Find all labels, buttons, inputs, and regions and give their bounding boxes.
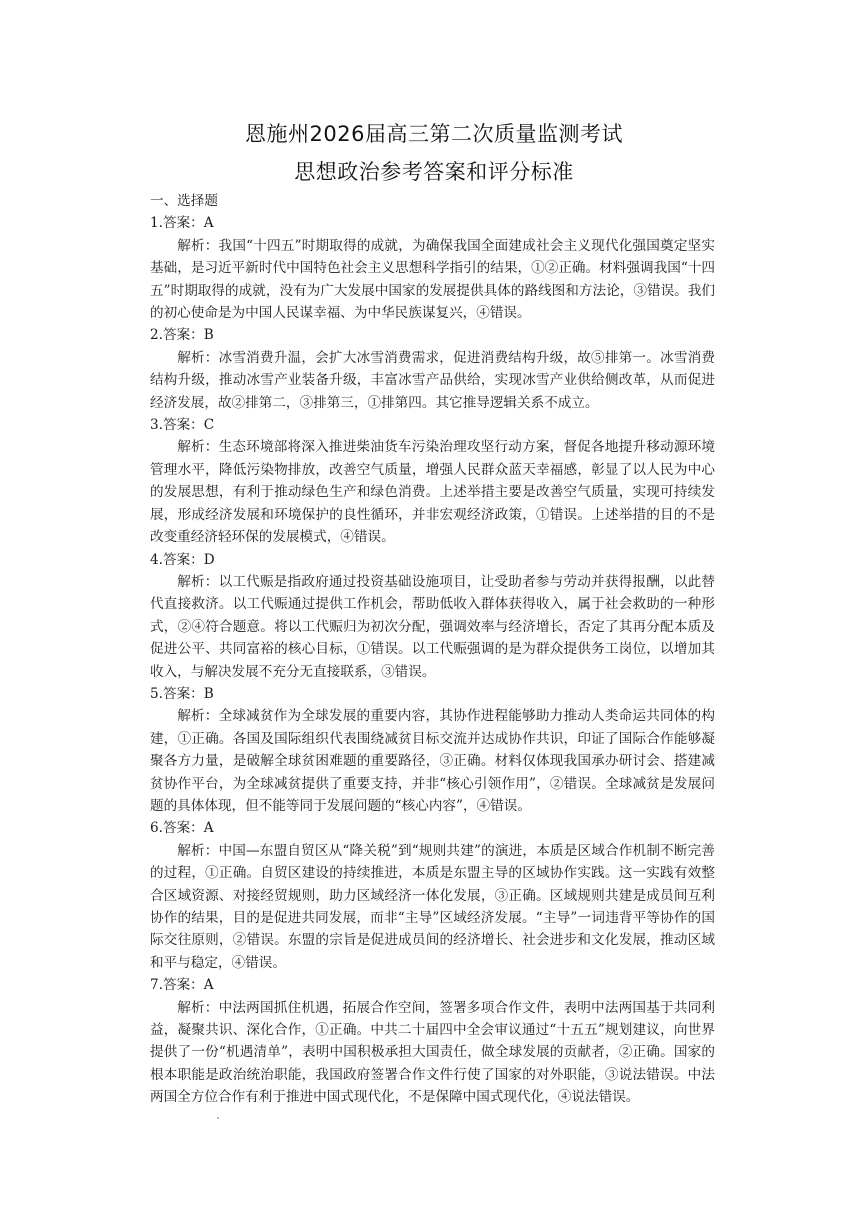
answer-5: 5.答案：B — [150, 685, 214, 702]
document-body — [150, 190, 715, 1109]
explanation-1: 解析：我国“十四五”时期取得的成就，为确保我国全面建成社会主义现代化强国奠定坚实基础，是习近平新时代中国特色社会主义思想科学指引的结果，①②正确。材料强调我国“十四五”时期取得的成就，没有为广大发展中国家的发展提供具体的路线图和方法论，③错误。我们的初心使命是为中国人民谋幸福、为中华民族谋复兴，④错误。 — [150, 237, 715, 322]
answer-1: 1.答案：A — [150, 215, 214, 232]
explanation-5: 解析：全球减贫作为全球发展的重要内容，其协作进程能够助力推动人类命运共同体的构建，①正确。各国及国际组织代表围绕减贫目标交流并达成协作共识，印证了国际合作能够凝聚各方力量，是破解全球贫困难题的重要路径，③正确。材料仅体现我国承办研讨会、搭建减贫协作平台，为全球减贫提供了重要支持，并非“核心引领作用”，②错误。全球减贫是发展问题的具体体现，但不能等同于发展问题的“核心内容”，④错误。 — [150, 708, 715, 814]
answer-7: 7.答案：A — [150, 977, 214, 994]
section-heading: 一、选择题 — [150, 193, 218, 209]
explanation-3: 解析：生态环境部将深入推进柴油货车污染治理攻坚行动方案，督促各地提升移动源环境管理水平，降低污染物排放，改善空气质量，增强人民群众蓝天幸福感，彰显了以人民为中心的发展思想，有利于推动绿色生产和绿色消费。上述举措主要是改善空气质量，实现可持续发展，形成经济发展和环境保护的良性循环，并非宏观经济政策，①错误。上述举措的目的不是改变重经济轻环保的发展模式，④错误。 — [150, 439, 715, 546]
explanation-2: 解析：冰雪消费升温，会扩大冰雪消费需求，促进消费结构升级，故⑤排第一。冰雪消费结构升级，推动冰雪产业装备升级，丰富冰雪产品供给，实现冰雪产业供给侧改革，从而促进经济发展，故②排第二，③排第三，①排第四。其它推导逻辑关系不成立。 — [150, 349, 715, 411]
explanation-7: 解析：中法两国抓住机遇，拓展合作空间，签署多项合作文件，表明中法两国基于共同利益，凝聚共识、深化合作，①正确。中共二十届四中全会审议通过“十五五”规划建议，向世界提供了一份“机遇清单”，表明中国积极承担大国责任，做全球发展的贡献者，②正确。国家的根本职能是政治统治职能，我国政府签署合作文件行使了国家的对外职能，③说法错误。中法两国全方位合作有利于推进中国式现代化，不是保障中国式现代化，④说法错误。 — [150, 999, 715, 1106]
document-subtitle: 思想政治参考答案和评分标准 — [294, 160, 574, 184]
document-title: 恩施州2026届高三第二次质量监测考试 — [245, 122, 623, 146]
answer-6: 6.答案：A — [150, 820, 214, 837]
answer-4: 4.答案：D — [150, 551, 215, 568]
answer-2: 2.答案：B — [150, 327, 214, 344]
answer-3: 3.答案：C — [150, 417, 215, 434]
page-speck — [217, 1117, 219, 1119]
explanation-6: 解析：中国—东盟自贸区从“降关税”到“规则共建”的演进，本质是区域合作机制不断完善的过程，①正确。自贸区建设的持续推进，本质是东盟主导的区域协作实践。这一实践有效整合区域资源、对接经贸规则，助力区域经济一体化发展，③正确。区域规则共建是成员间互利协作的结果，目的是促进共同发展，而非“主导”区域经济发展。“主导”一词违背平等协作的国际交往原则，②错误。东盟的宗旨是促进成员间的经济增长、社会进步和文化发展，推动区域和平与稳定，④错误。 — [150, 842, 715, 971]
explanation-4: 解析：以工代赈是指政府通过投资基础设施项目，让受助者参与劳动并获得报酬，以此替代直接救济。以工代赈通过提供工作机会，帮助低收入群体获得收入，属于社会救助的一种形式，②④符合题意。将以工代赈归为初次分配，强调效率与经济增长，否定了其再分配本质及促进公平、共同富裕的核心目标，①错误。以工代赈强调的是为群众提供务工岗位，以增加其收入，与解决发展不充分无直接联系，③错误。 — [150, 573, 715, 680]
